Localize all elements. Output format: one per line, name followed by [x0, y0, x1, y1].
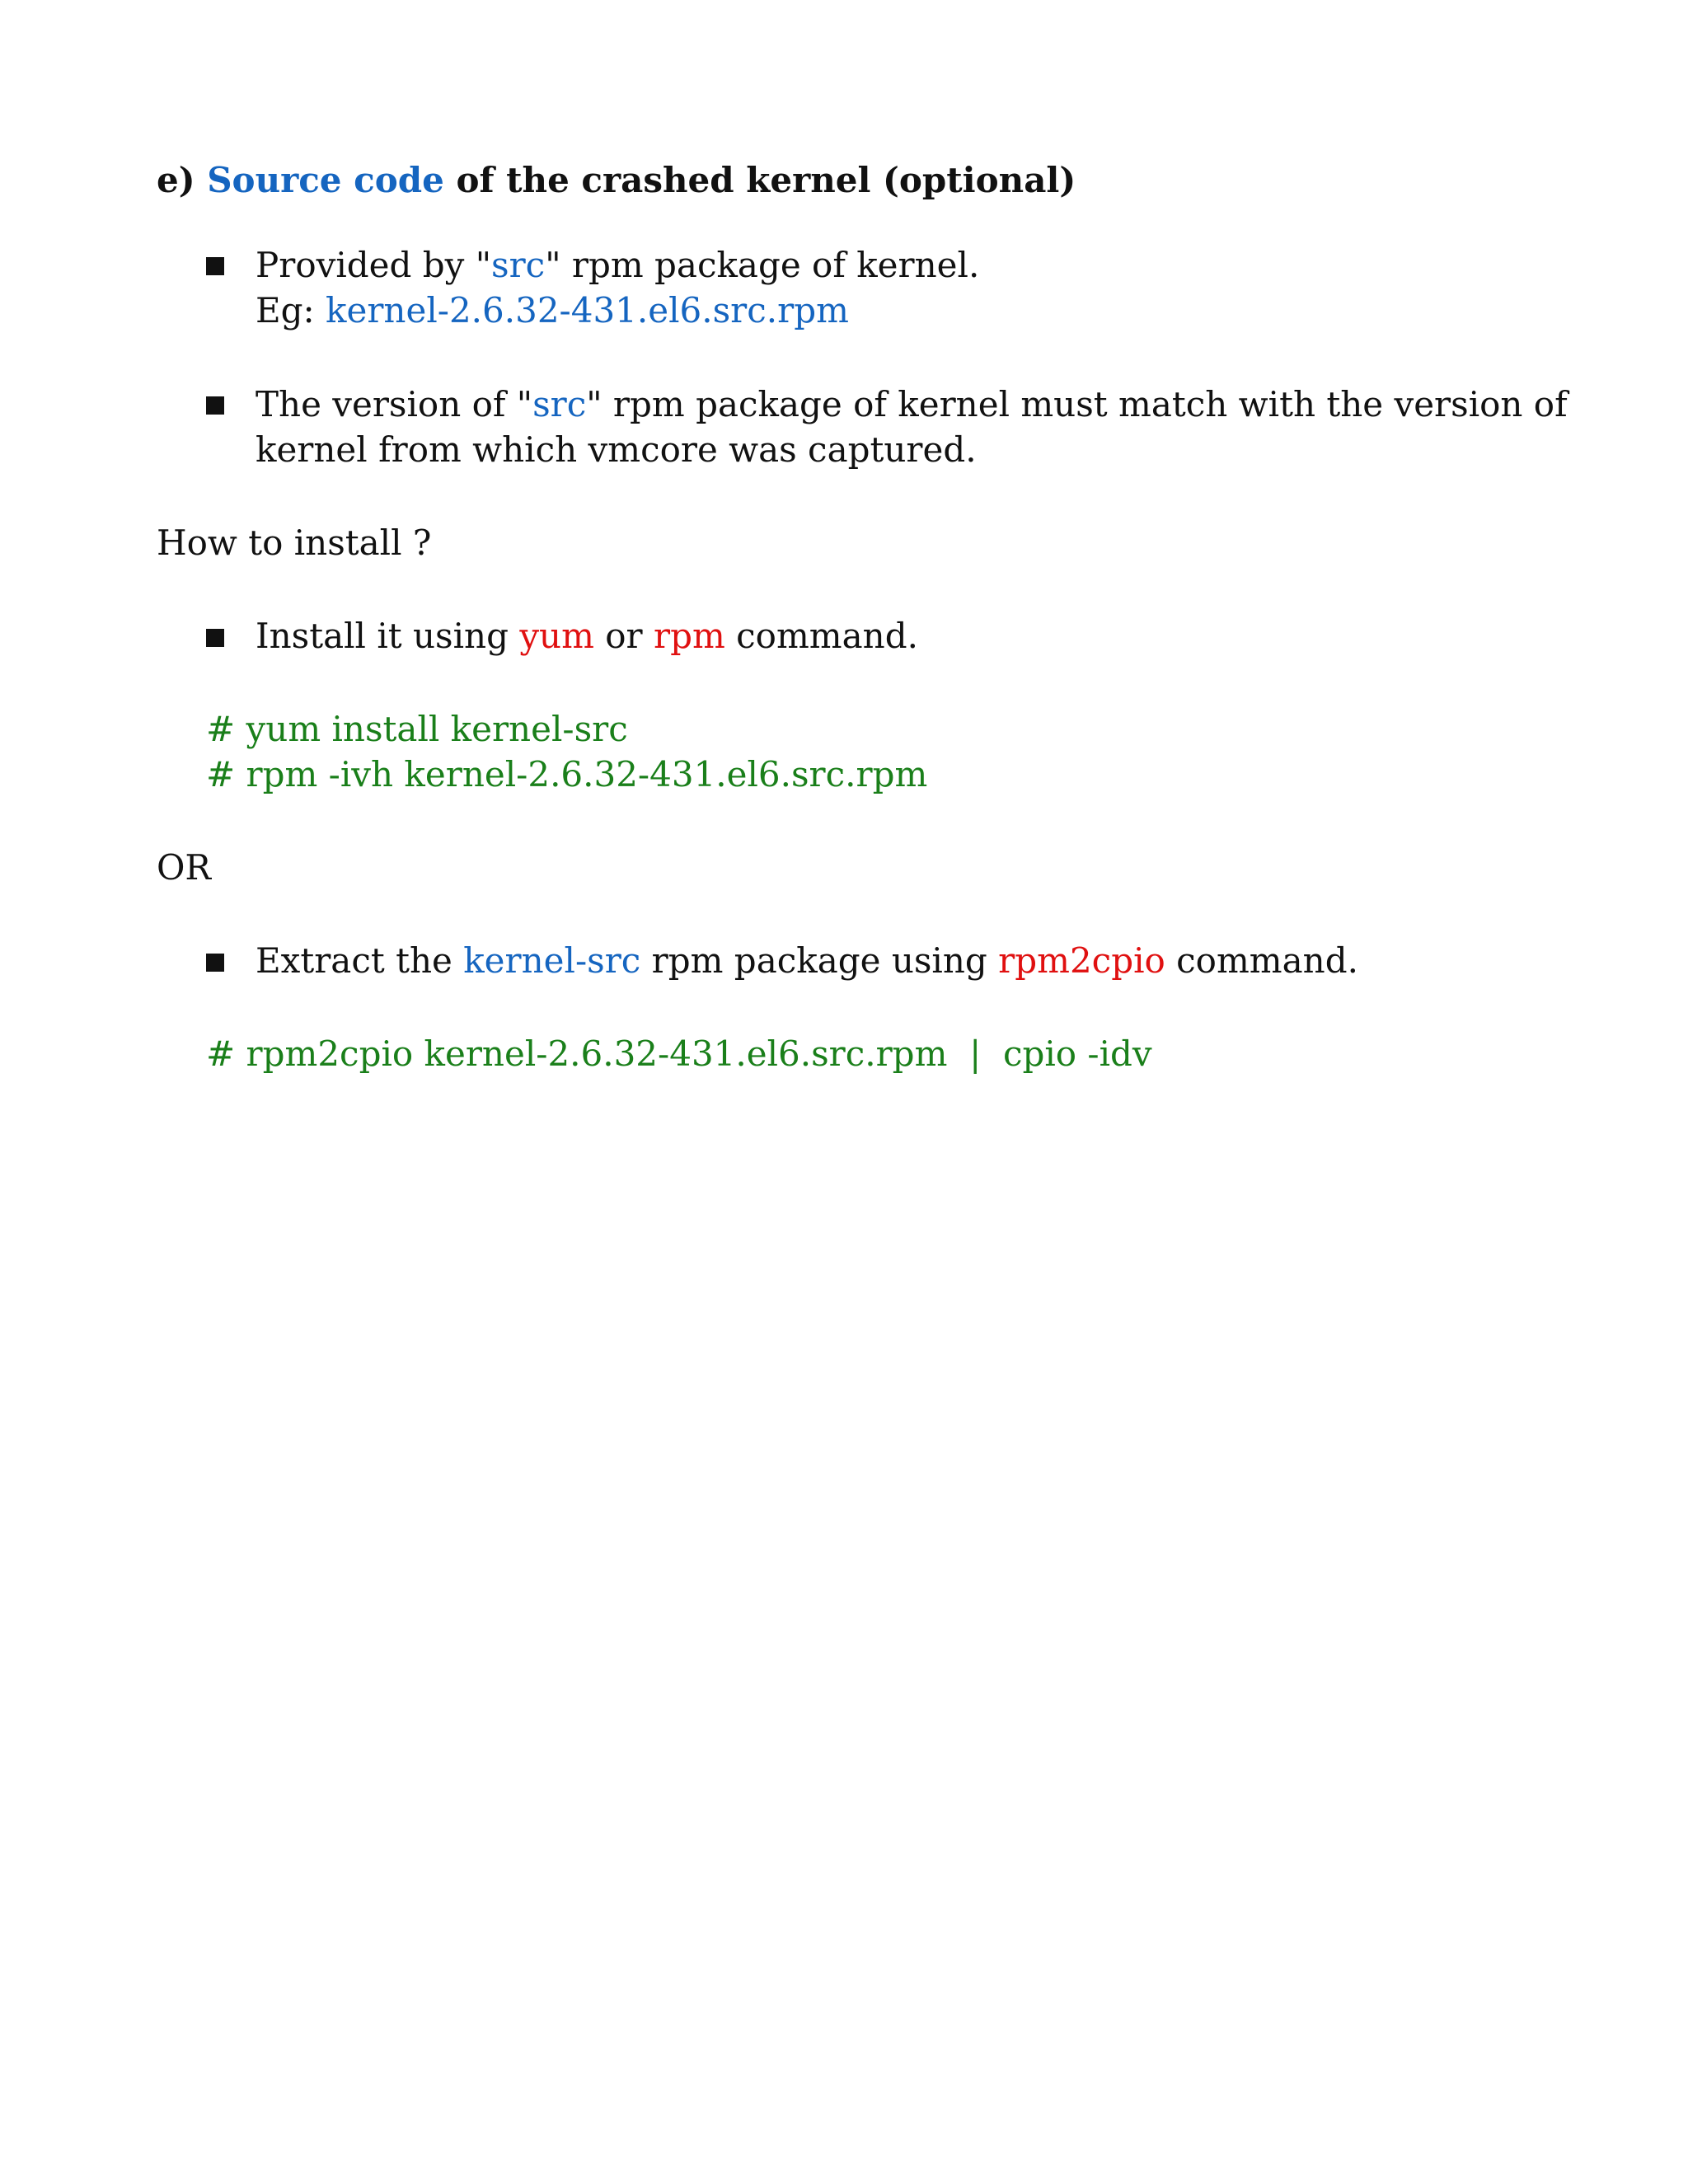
extract-bullet-line: [256, 938, 1358, 984]
extract-text-mid: rpm package using: [640, 940, 999, 981]
heading-highlight: Source code: [207, 160, 444, 200]
bullet-1-text-post: " rpm package of kernel.: [545, 245, 980, 285]
section-heading: [157, 157, 1076, 204]
bullet-2-text-continued: kernel from which vmcore was captured.: [256, 429, 977, 470]
bullet-1-line-2: [256, 288, 849, 334]
bullet-2-text-pre: The version of ": [256, 384, 533, 424]
rpm-command: rpm: [654, 616, 725, 656]
bullet-square-icon: [206, 257, 224, 275]
install-text-pre: Install it using: [256, 616, 520, 656]
extract-text-pre: Extract the: [256, 940, 464, 981]
bullet-square-icon: [206, 396, 224, 415]
bullet-1-eg-label: Eg:: [256, 290, 326, 330]
install-bullet-line: [256, 613, 918, 659]
heading-prefix: e): [157, 160, 195, 200]
extract-text-post: command.: [1165, 940, 1358, 981]
bullet-1-text-pre: Provided by ": [256, 245, 492, 285]
bullet-2-text-post: " rpm package of kernel must match with the version of: [586, 384, 1568, 424]
bullet-1-line-1: [256, 242, 979, 288]
or-label: OR: [157, 847, 212, 888]
bullet-1-example-package: kernel-2.6.32-431.el6.src.rpm: [326, 290, 849, 330]
install-command-rpm: # rpm -ivh kernel-2.6.32-431.el6.src.rpm: [206, 754, 928, 794]
yum-command: yum: [519, 616, 594, 656]
bullet-2-line-1: [256, 382, 1568, 428]
heading-rest: of the crashed kernel (optional): [456, 160, 1076, 200]
rpm2cpio-command: rpm2cpio: [998, 940, 1165, 981]
install-text-mid: or: [593, 616, 654, 656]
bullet-2-line-2: [256, 427, 977, 473]
extract-command: # rpm2cpio kernel-2.6.32-431.el6.src.rpm | cpio -idv: [206, 1033, 1152, 1074]
install-command-yum: # yum install kernel-src: [206, 709, 628, 749]
kernel-src-package: kernel-src: [463, 940, 641, 981]
bullet-square-icon: [206, 629, 224, 647]
bullet-square-icon: [206, 954, 224, 972]
how-to-install-label: How to install ?: [157, 523, 432, 563]
bullet-1-src: src: [491, 245, 546, 285]
bullet-2-src: src: [532, 384, 587, 424]
install-text-post: command.: [724, 616, 918, 656]
